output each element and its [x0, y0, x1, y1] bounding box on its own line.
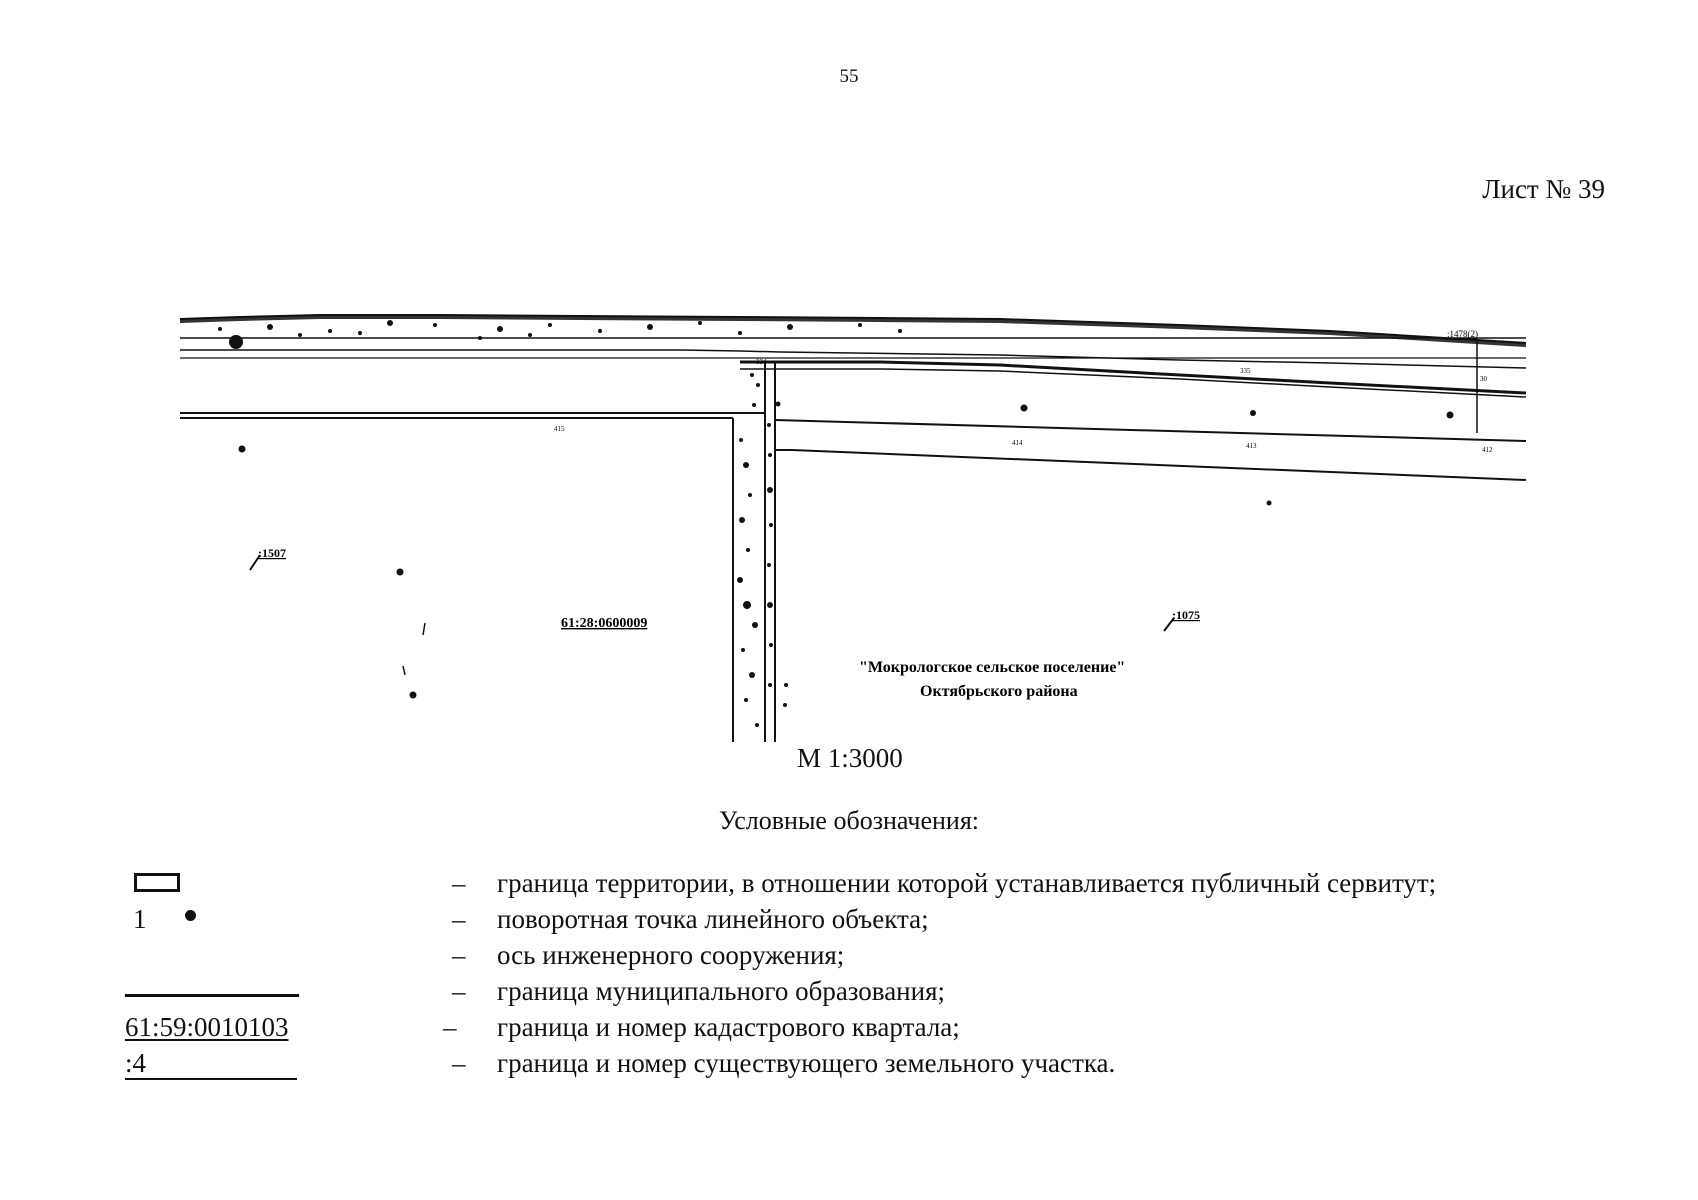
- map-road-speckle: [737, 373, 788, 727]
- legend-municipal-boundary-symbol: [125, 994, 299, 997]
- cadastral-quarter-label: 61:28:0600009: [561, 616, 648, 631]
- legend-row: [0, 976, 1698, 1012]
- point-415: 415: [554, 425, 565, 433]
- legend-dash: –: [452, 976, 466, 1006]
- point-335: 335: [1240, 367, 1251, 375]
- legend-dash: –: [452, 868, 466, 898]
- point-414: 414: [1012, 439, 1023, 447]
- legend-row: [0, 904, 1698, 940]
- municipality-district: Октябрьского района: [920, 683, 1078, 700]
- map-leaders: [250, 555, 1174, 675]
- page-number: 55: [839, 66, 859, 87]
- parcel-1478-label: :1478(2): [1447, 329, 1478, 339]
- legend-text: граница территории, в отношении которой устанавливается публичный сервитут;: [497, 868, 1437, 898]
- legend-servitude-boundary-symbol: [134, 873, 180, 892]
- legend-dash: –: [452, 904, 466, 934]
- point-413: 413: [1246, 442, 1257, 450]
- legend-dash: –: [452, 940, 466, 970]
- legend-dash: –: [452, 1048, 466, 1078]
- map-road-lines: [180, 315, 1526, 742]
- parcel-1507-label: :1507: [258, 546, 286, 560]
- sheet-label: Лист № 39: [1482, 174, 1605, 204]
- legend-row: [0, 1048, 1698, 1084]
- legend-row: [0, 940, 1698, 976]
- parcel-1075-label: :1075: [1172, 608, 1200, 622]
- legend-text: граница муниципального образования;: [497, 976, 946, 1006]
- point-334: 334: [756, 358, 767, 366]
- legend-turning-point-symbol: [185, 910, 196, 921]
- point-30: 30: [1480, 375, 1487, 383]
- map-canvas: [180, 305, 1526, 742]
- municipality-name: "Мокрологское сельское поселение": [859, 659, 1126, 676]
- legend-text: поворотная точка линейного объекта;: [497, 904, 929, 934]
- legend-text: ось инженерного сооружения;: [497, 940, 845, 970]
- legend-quarter-symbol: 61:59:0010103: [125, 1012, 289, 1042]
- map-turning-points: [229, 335, 1454, 699]
- legend-parcel-symbol: :4: [125, 1048, 297, 1080]
- legend-row: [0, 868, 1698, 904]
- legend-point-number: 1: [133, 904, 147, 934]
- legend-row: [0, 1012, 1698, 1048]
- map-area: [180, 305, 1526, 742]
- point-412: 412: [1482, 446, 1493, 454]
- legend-dash: –: [443, 1012, 457, 1042]
- legend-title: Условные обозначения:: [718, 806, 980, 835]
- legend-text: граница и номер кадастрового квартала;: [497, 1012, 960, 1042]
- legend-text: граница и номер существующего земельного участка.: [497, 1048, 1116, 1078]
- map-scale: М 1:3000: [797, 743, 903, 773]
